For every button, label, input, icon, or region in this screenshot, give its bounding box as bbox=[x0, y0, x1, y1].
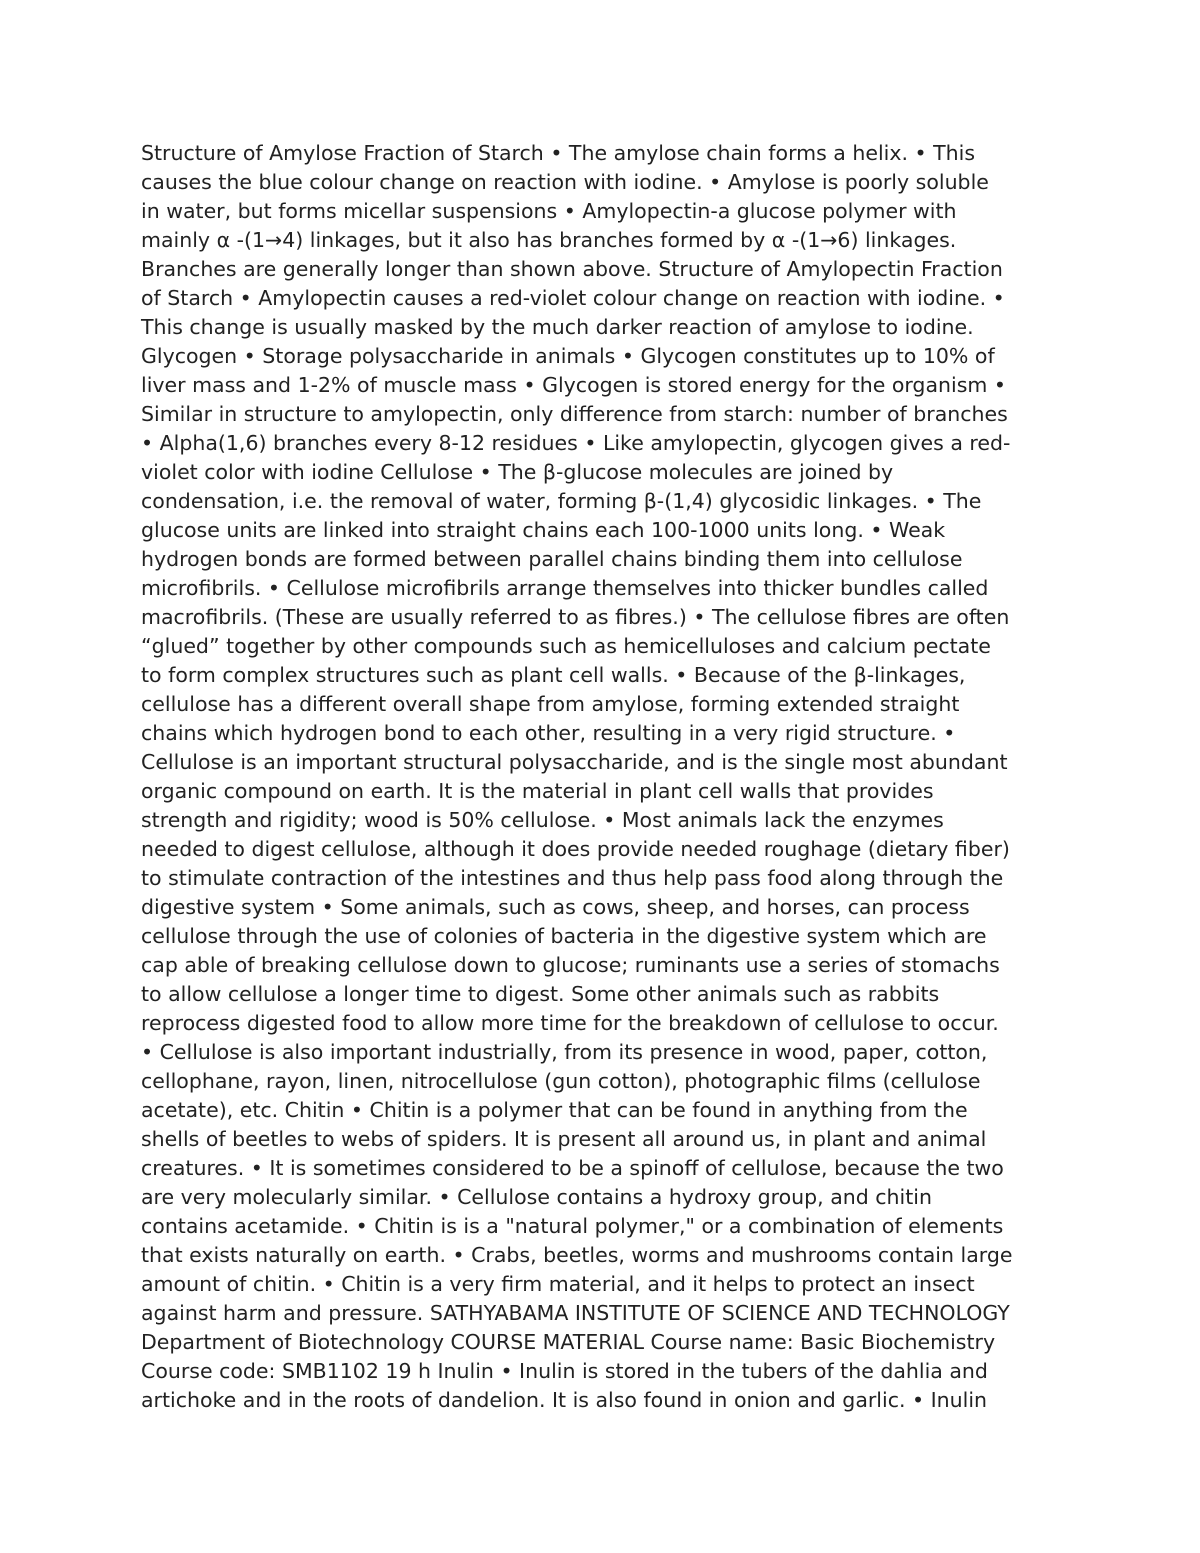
text-line: cap able of breaking cellulose down to glucose; ruminants use a series of stomachs bbox=[141, 953, 1000, 977]
text-line: to stimulate contraction of the intestines and thus help pass food along through the bbox=[141, 866, 1004, 890]
text-line: liver mass and 1-2% of muscle mass • Glycogen is stored energy for the organism • bbox=[141, 373, 1006, 397]
text-line: cellulose has a different overall shape from amylose, forming extended straight bbox=[141, 692, 960, 716]
text-line: digestive system • Some animals, such as cows, sheep, and horses, can process bbox=[141, 895, 970, 919]
text-line: Department of Biotechnology COURSE MATERIAL Course name: Basic Biochemistry bbox=[141, 1330, 996, 1354]
text-line: strength and rigidity; wood is 50% cellulose. • Most animals lack the enzymes bbox=[141, 808, 944, 832]
text-line: in water, but forms micellar suspensions • Amylopectin-a glucose polymer with bbox=[141, 199, 957, 223]
text-line: are very molecularly similar. • Cellulose contains a hydroxy group, and chitin bbox=[141, 1185, 932, 1209]
text-line: cellophane, rayon, linen, nitrocellulose (gun cotton), photographic films (cellulose bbox=[141, 1069, 981, 1093]
text-line: microfibrils. • Cellulose microfibrils arrange themselves into thicker bundles called bbox=[141, 576, 989, 600]
text-line: Course code: SMB1102 19 h Inulin • Inulin is stored in the tubers of the dahlia and bbox=[141, 1359, 988, 1383]
text-line: needed to digest cellulose, although it does provide needed roughage (dietary fiber) bbox=[141, 837, 1010, 861]
text-line: This change is usually masked by the much darker reaction of amylose to iodine. bbox=[141, 315, 974, 339]
text-line: that exists naturally on earth. • Crabs, beetles, worms and mushrooms contain large bbox=[141, 1243, 1013, 1267]
text-line: reprocess digested food to allow more time for the breakdown of cellulose to occur. bbox=[141, 1011, 999, 1035]
text-line: amount of chitin. • Chitin is a very firm material, and it helps to protect an insect bbox=[141, 1272, 975, 1296]
text-line: • Cellulose is also important industrially, from its presence in wood, paper, cotton, bbox=[141, 1040, 988, 1064]
text-line: hydrogen bonds are formed between parallel chains binding them into cellulose bbox=[141, 547, 963, 571]
text-line: contains acetamide. • Chitin is is a "natural polymer," or a combination of elements bbox=[141, 1214, 1004, 1238]
text-line: to allow cellulose a longer time to digest. Some other animals such as rabbits bbox=[141, 982, 940, 1006]
text-line: Cellulose is an important structural polysaccharide, and is the single most abundant bbox=[141, 750, 1008, 774]
text-line: of Starch • Amylopectin causes a red-violet colour change on reaction with iodine. • bbox=[141, 286, 1005, 310]
text-line: Similar in structure to amylopectin, only difference from starch: number of branches bbox=[141, 402, 1008, 426]
text-line: acetate), etc. Chitin • Chitin is a polymer that can be found in anything from the bbox=[141, 1098, 968, 1122]
text-line: to form complex structures such as plant cell walls. • Because of the β-linkages, bbox=[141, 663, 966, 687]
text-line: • Alpha(1,6) branches every 8-12 residues • Like amylopectin, glycogen gives a red- bbox=[141, 431, 1011, 455]
text-line: glucose units are linked into straight chains each 100-1000 units long. • Weak bbox=[141, 518, 946, 542]
text-line: against harm and pressure. SATHYABAMA INSTITUTE OF SCIENCE AND TECHNOLOGY bbox=[141, 1301, 1010, 1325]
text-line: “glued” together by other compounds such as hemicelluloses and calcium pectate bbox=[141, 634, 991, 658]
text-line: mainly α -(1→4) linkages, but it also has branches formed by α -(1→6) linkages. bbox=[141, 228, 957, 252]
body-text bbox=[141, 139, 1066, 1415]
text-line: organic compound on earth. It is the material in plant cell walls that provides bbox=[141, 779, 934, 803]
text-line: cellulose through the use of colonies of bacteria in the digestive system which are bbox=[141, 924, 987, 948]
text-line: macrofibrils. (These are usually referred to as fibres.) • The cellulose fibres are often bbox=[141, 605, 1010, 629]
text-line: chains which hydrogen bond to each other, resulting in a very rigid structure. • bbox=[141, 721, 956, 745]
text-line: creatures. • It is sometimes considered to be a spinoff of cellulose, because the two bbox=[141, 1156, 1004, 1180]
text-line: shells of beetles to webs of spiders. It is present all around us, in plant and animal bbox=[141, 1127, 987, 1151]
text-line: Branches are generally longer than shown above. Structure of Amylopectin Fraction bbox=[141, 257, 1003, 281]
text-line: violet color with iodine Cellulose • The β-glucose molecules are joined by bbox=[141, 460, 894, 484]
text-line: Glycogen • Storage polysaccharide in animals • Glycogen constitutes up to 10% of bbox=[141, 344, 995, 368]
text-line: condensation, i.e. the removal of water, forming β-(1,4) glycosidic linkages. • The bbox=[141, 489, 982, 513]
text-line: causes the blue colour change on reaction with iodine. • Amylose is poorly soluble bbox=[141, 170, 989, 194]
text-line: artichoke and in the roots of dandelion. It is also found in onion and garlic. • Inulin bbox=[141, 1388, 988, 1412]
text-line: Structure of Amylose Fraction of Starch • The amylose chain forms a helix. • This bbox=[141, 141, 976, 165]
